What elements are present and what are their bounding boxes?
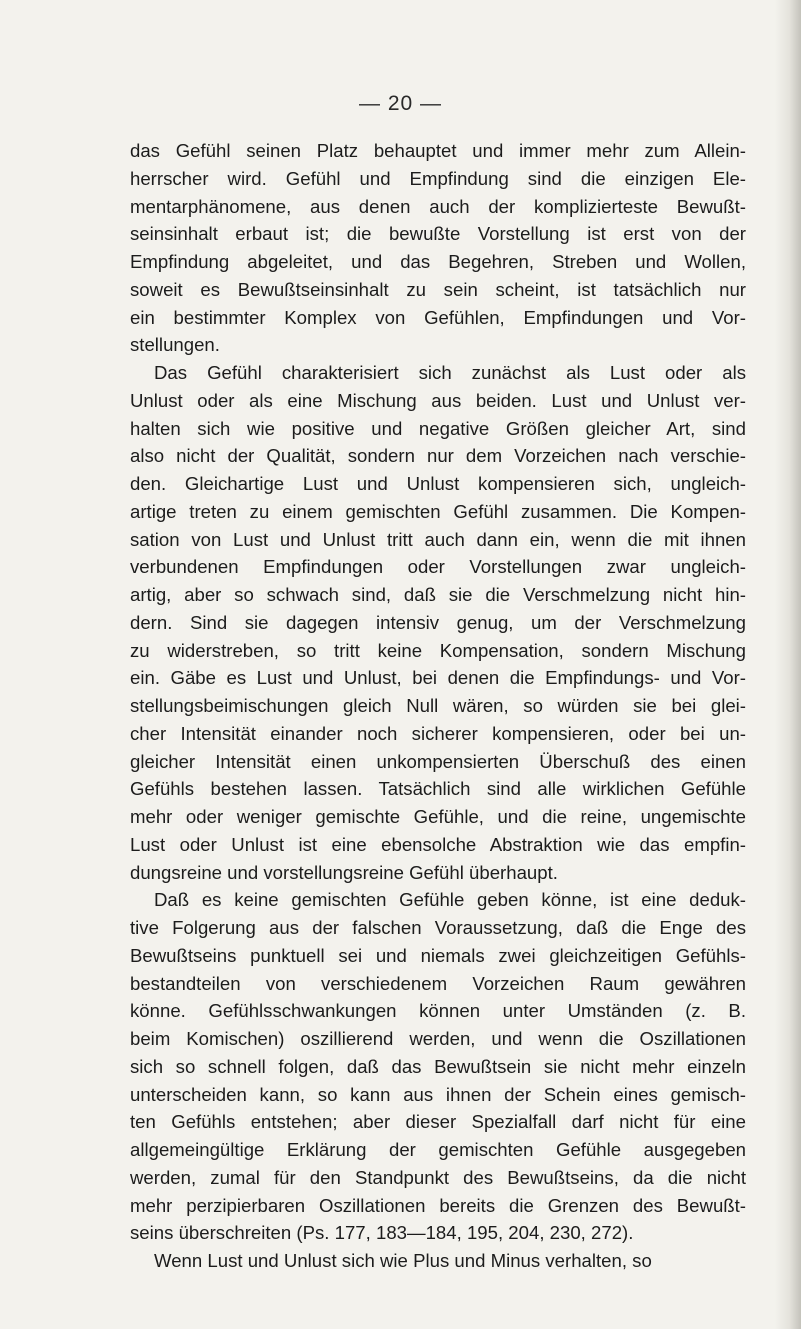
text-line: artig, aber so schwach sind, daß sie die Verschmelzung nicht hin- <box>130 584 746 605</box>
text-line: Daß es keine gemischten Gefühle geben könne, ist eine deduk- <box>154 889 746 911</box>
text-line: stellungen. <box>130 334 220 356</box>
text-line: sich so schnell folgen, daß das Bewußtsein sie nicht mehr einzeln <box>130 1055 746 1077</box>
text-line: Bewußtseins punktuell sei und niemals zwei gleichzeitigen Gefühls- <box>130 944 746 966</box>
text-line: cher Intensität einander noch sicherer kompensieren, oder bei un- <box>130 722 746 744</box>
text-line: Wenn Lust und Unlust sich wie Plus und Minus verhalten, so <box>154 1250 652 1271</box>
text-line: bestandteilen von verschiedenem Vorzeichen Raum gewähren <box>130 972 746 994</box>
text-line: seinsinhalt erbaut ist; die bewußte Vorstellung ist erst von der <box>130 223 746 245</box>
text-line: soweit es Bewußtseinsinhalt zu sein scheint, ist tatsächlich nur <box>130 278 746 300</box>
text-line: dern. Sind sie dagegen intensiv genug, um der Verschmelzung <box>130 611 746 633</box>
text-line: Lust oder Unlust ist eine ebensolche Abstraktion wie das empfin- <box>130 833 746 855</box>
text-line: artige treten zu einem gemischten Gefühl zusammen. Die Kompen- <box>130 500 746 522</box>
text-line: ten Gefühls entstehen; aber dieser Spezialfall darf nicht für eine <box>130 1111 746 1133</box>
text-line: verbundenen Empfindungen oder Vorstellungen zwar ungleich- <box>130 556 746 578</box>
paragraph-1 <box>130 137 746 359</box>
text-line: ein. Gäbe es Lust und Unlust, bei denen die Empfindungs- und Vor- <box>130 667 746 689</box>
text-line: stellungsbeimischungen gleich Null wären, so würden sie bei glei- <box>130 695 746 716</box>
text-line: Das Gefühl charakterisiert sich zunächst als Lust oder als <box>154 362 746 383</box>
text-line: gleicher Intensität einen unkompensierten Überschuß des einen <box>130 750 746 772</box>
paragraph-2 <box>130 359 746 886</box>
text-line: das Gefühl seinen Platz behauptet und immer mehr zum Allein- <box>130 140 746 161</box>
page-edge-shadow <box>775 0 801 1329</box>
text-line: ein bestimmter Komplex von Gefühlen, Empfindungen und Vor- <box>130 306 746 328</box>
paragraph-4 <box>130 1247 746 1275</box>
text-line: mehr perzipierbaren Oszillationen bereits die Grenzen des Bewußt- <box>130 1194 746 1216</box>
text-line: seins überschreiten (Ps. 177, 183—184, 195, 204, 230, 272). <box>130 1222 634 1244</box>
text-line: werden, zumal für den Standpunkt des Bewußtseins, da die nicht <box>130 1166 746 1188</box>
text-line: allgemeingültige Erklärung der gemischten Gefühle ausgegeben <box>130 1139 746 1160</box>
text-line: den. Gleichartige Lust und Unlust kompensieren sich, ungleich- <box>130 473 746 494</box>
text-line: Unlust oder als eine Mischung aus beiden. Lust und Unlust ver- <box>130 389 746 411</box>
text-line: sation von Lust und Unlust tritt auch dann ein, wenn die mit ihnen <box>130 528 746 550</box>
body-text <box>130 137 746 1275</box>
text-line: Gefühls bestehen lassen. Tatsächlich sind alle wirklichen Gefühle <box>130 778 746 800</box>
text-line: also nicht der Qualität, sondern nur dem Vorzeichen nach verschie- <box>130 445 746 467</box>
text-line: tive Folgerung aus der falschen Voraussetzung, daß die Enge des <box>130 917 746 938</box>
text-line: halten sich wie positive und negative Größen gleicher Art, sind <box>130 417 746 439</box>
text-line: dungsreine und vorstellungsreine Gefühl überhaupt. <box>130 861 558 883</box>
page-number: — 20 — <box>358 92 443 115</box>
text-line: könne. Gefühlsschwankungen können unter Umständen (z. B. <box>130 1000 746 1022</box>
text-line: zu widerstreben, so tritt keine Kompensation, sondern Mischung <box>130 639 746 661</box>
text-line: herrscher wird. Gefühl und Empfindung sind die einzigen Ele- <box>130 167 746 189</box>
paragraph-3 <box>130 886 746 1247</box>
text-line: mehr oder weniger gemischte Gefühle, und die reine, ungemischte <box>130 806 746 827</box>
text-line: Empfindung abgeleitet, und das Begehren, Streben und Wollen, <box>130 251 746 272</box>
text-line: beim Komischen) oszillierend werden, und wenn die Oszillationen <box>130 1028 746 1049</box>
text-line: mentarphänomene, aus denen auch der komplizierteste Bewußt- <box>130 195 746 217</box>
text-line: unterscheiden kann, so kann aus ihnen der Schein eines gemisch- <box>130 1083 746 1105</box>
